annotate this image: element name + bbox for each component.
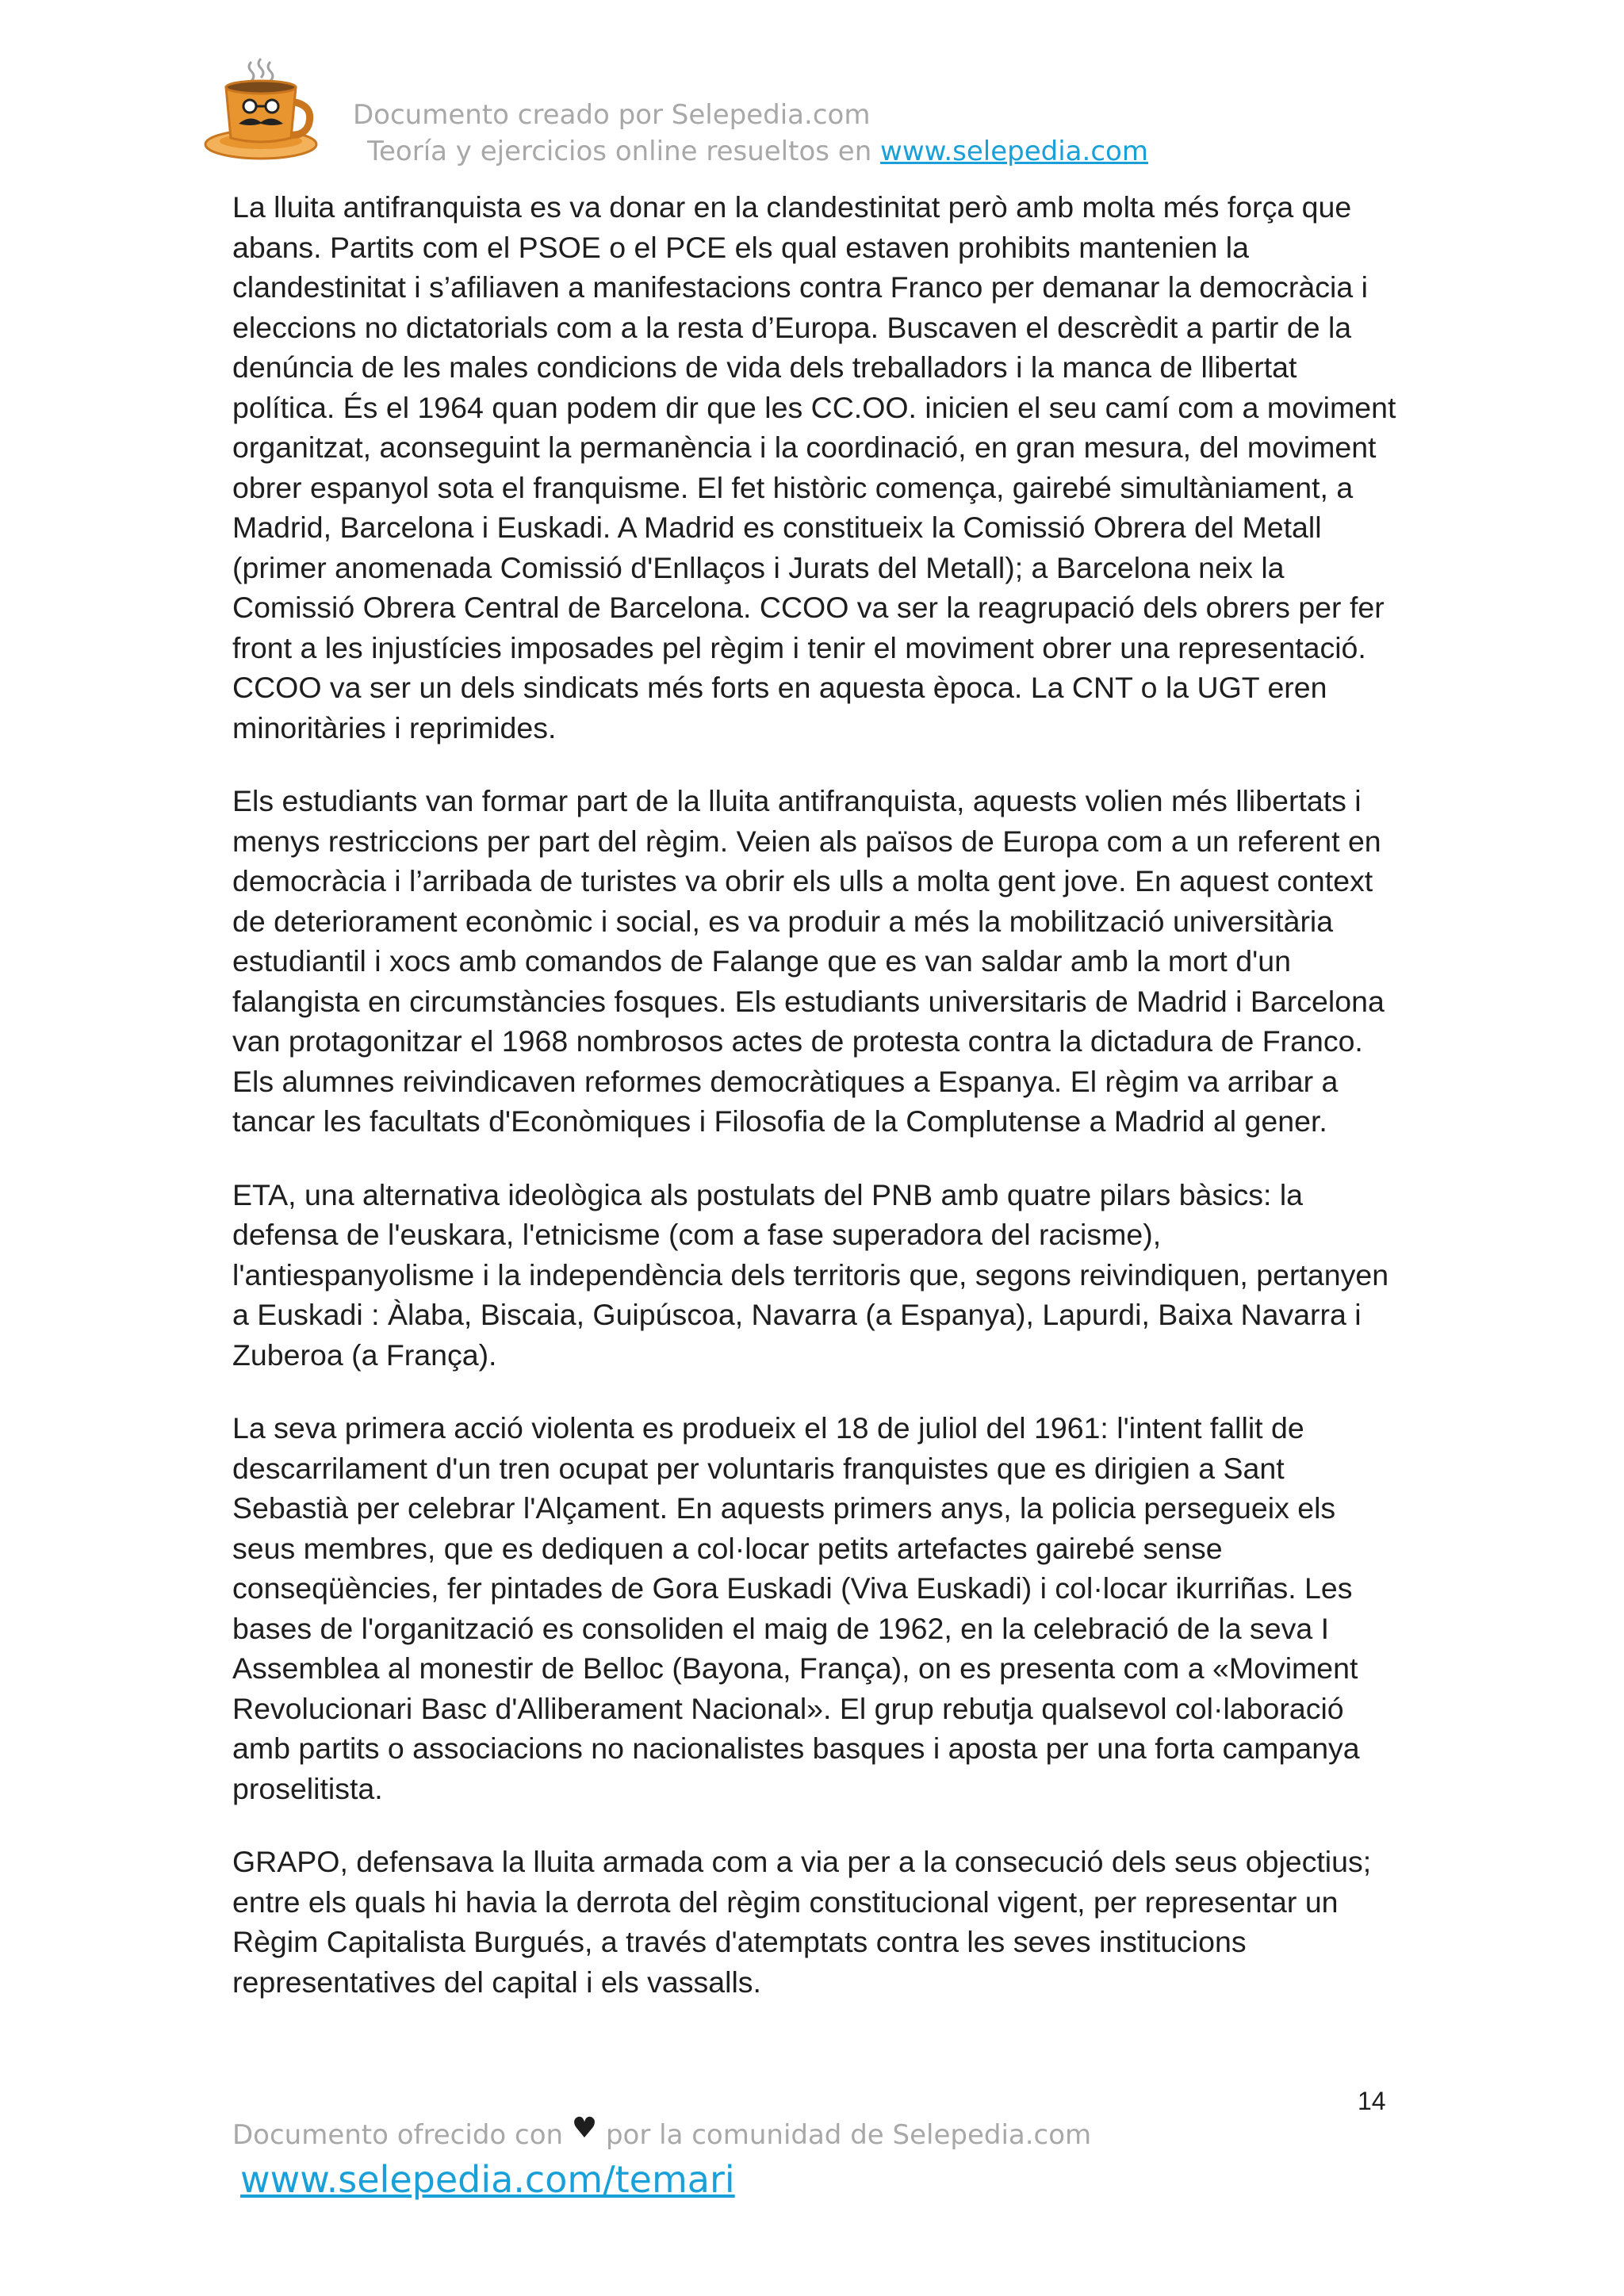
header-website-link[interactable]: www.selepedia.com [880, 136, 1148, 167]
page-footer [232, 2112, 1422, 2201]
footer-text-after: por la comunidad de Selepedia.com [605, 2119, 1092, 2151]
document-body [232, 187, 1406, 2035]
paragraph-eta: ETA, una alternativa ideològica als postulats del PNB amb quatre pilars bàsics: la defensa de l'euskara, l'etnicisme (com a fase superadora del racisme), l'antiespanyolisme i la independència dels territoris que, segons reivindiquen, pertanyen a Euskadi : Àlaba, Biscaia, Guipúscoa, Navarra (a Espanya), Lapurdi, Baixa Navarra i Zuberoa (a França). [232, 1177, 1389, 1372]
header-line-1: Documento creado por Selepedia.com [353, 99, 871, 131]
paragraph-estudiants: Els estudiants van formar part de la lluita antifranquista, aquests volien més llibertats i menys restriccions per part del règim. Veien als països de Europa com a un referent en democràcia i l’arribada de turistes va obrir els ulls a molta gent jove. En aquest context de deteriorament econòmic i social, es va produir a més la mobilització universitària estudiantil i xocs amb comandos de Falange que es van saldar amb la mort d'un falangista en circumstàncies fosques. Els estudiants universitaris de Madrid i Barcelona van protagonitzar el 1968 nombrosos actes de protesta contra la dictadura de Franco. Els alumnes reivindicaven reformes democràtiques a Espanya. El règim va arribar a tancar les facultats d'Econòmiques i Filosofia de la Complutense a Madrid al gener. [232, 784, 1385, 1138]
coffee-mug-logo-icon [202, 55, 329, 166]
paragraph-ccoo: La lluita antifranquista es va donar en la clandestinitat però amb molta més força que abans. Partits com el PSOE o el PCE els qual estaven prohibits mantenien la clandestinitat i s’afiliaven a manifestacions contra Franco per demanar la democràcia i eleccions no dictatorials com a la resta d’Europa. Buscaven el descrèdit a partir de la denúncia de les males condicions de vida dels treballadors i la manca de llibertat política. És el 1964 quan podem dir que les CC.OO. inicien el seu camí com a moviment organitzat, aconseguint la permanència i la coordinació, en gran mesura, del moviment obrer espanyol sota el franquisme. El fet històric comença, gairebé simultàniament, a Madrid, Barcelona i Euskadi. A Madrid es constitueix la Comissió Obrera del Metall (primer anomenada Comissió d'Enllaços i Jurats del Metall); a Barcelona neix la Comissió Obrera Central de Barcelona. CCOO va ser la reagrupació dels obrers per fer front a les injustícies imposades pel règim i tenir el moviment obrer una representació. CCOO va ser un dels sindicats més forts en aquesta època. La CNT o la UGT eren minoritàries i reprimides. [232, 190, 1396, 744]
header-line-2 [353, 133, 1148, 170]
page-number: 14 [1358, 2087, 1386, 2115]
header-line-2-text: Teoría y ejercicios online resueltos en [367, 136, 881, 167]
paragraph-eta-accio: La seva primera acció violenta es produeix el 18 de juliol del 1961: l'intent fallit de descarrilament d'un tren ocupat per voluntaris franquistes que es dirigien a Sant Sebastià per celebrar l'Alçament. En aquests primers anys, la policia persegueix els seus membres, que es dediquen a col·locar petits artefactes gairebé sense conseqüències, fer pintades de Gora Euskadi (Viva Euskadi) i col·locar ikurriñas. Les bases de l'organització es consoliden el maig de 1962, en la celebració de la seva I Assemblea al monestir de Belloc (Bayona, França), on es presenta com a «Moviment Revolucionari Basc d'Alliberament Nacional». El grup rebutja qualsevol col·laboració amb partits o associacions no nacionalistes basques i aposta per una forta campanya proselitista. [232, 1411, 1360, 1805]
footer-temari-link[interactable]: www.selepedia.com/temari [240, 2158, 735, 2201]
heart-icon: ♥ [571, 2112, 598, 2145]
footer-text [232, 2112, 1422, 2153]
page-header [202, 48, 1471, 174]
paragraph-grapo: GRAPO, defensava la lluita armada com a via per a la consecució dels seus objectius; entre els quals hi havia la derrota del règim constitucional vigent, per representar un Règim Capitalista Burgués, a través d'atemptats contra les seves institucions representatives del capital i els vassalls. [232, 1845, 1372, 1999]
footer-text-before: Documento ofrecido con [232, 2119, 564, 2151]
header-text [353, 97, 1148, 170]
